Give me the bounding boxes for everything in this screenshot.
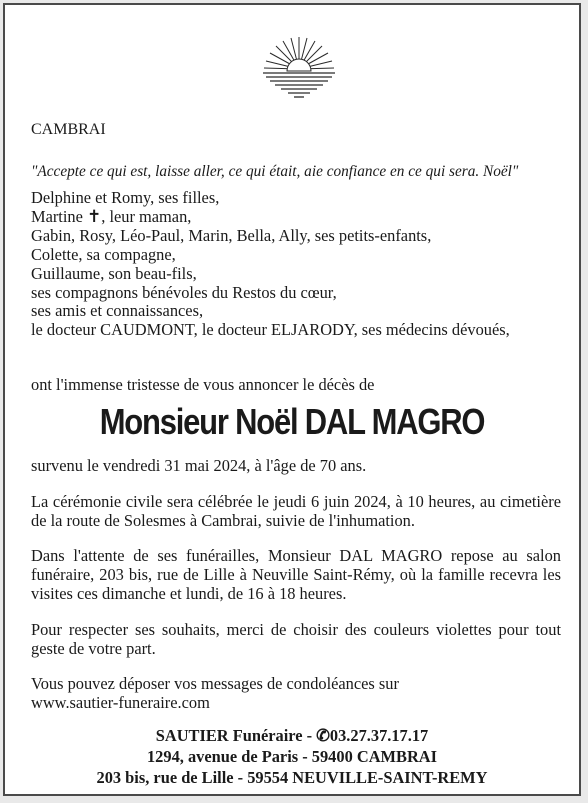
wishes-paragraph: Pour respecter ses souhaits, merci de choisir des couleurs violettes pour tout geste de votre part.	[31, 620, 561, 658]
family-list	[31, 189, 561, 340]
family-line: Delphine et Romy, ses filles,	[31, 188, 220, 207]
condolences-paragraph	[31, 675, 561, 713]
footer-line-address2: 203 bis, rue de Lille - 59554 NEUVILLE-SAINT-REMY	[96, 768, 488, 787]
obituary-card	[3, 3, 581, 796]
family-line: ses compagnons bénévoles du Restos du cœur,	[31, 282, 337, 302]
cross-icon: ✝	[87, 206, 102, 227]
website-link[interactable]: www.sautier-funeraire.com	[31, 692, 210, 712]
family-line: Gabin, Rosy, Léo-Paul, Marin, Bella, Ally, ses petits-enfants,	[31, 225, 432, 245]
family-line: Colette, sa compagne,	[31, 244, 176, 264]
mother-relation: , leur maman,	[101, 206, 192, 226]
footer-line-phone: SAUTIER Funéraire - ✆03.27.37.17.17	[155, 726, 429, 745]
funeral-home-paragraph: Dans l'attente de ses funérailles, Monsieur DAL MAGRO repose au salon funéraire, 203 bis, rue de Lille à Neuville Saint-Rémy, où la famille recevra les visites ces dimanche et lundi, de 16 à 18 heures.	[31, 546, 561, 603]
sunset-icon	[257, 33, 341, 99]
family-line: Guillaume, son beau-fils,	[31, 263, 197, 283]
mother-name: Martine	[31, 206, 83, 226]
condolences-text: Vous pouvez déposer vos messages de condoléances sur	[31, 674, 399, 693]
family-line-mother	[31, 208, 561, 227]
family-line: ses amis et connaissances,	[31, 301, 204, 321]
family-line-doctors: le docteur CAUDMONT, le docteur ELJARODY, ses médecins dévoués,	[31, 320, 510, 340]
death-paragraph: survenu le vendredi 31 mai 2024, à l'âge de 70 ans.	[31, 456, 367, 475]
ceremony-paragraph: La cérémonie civile sera célébrée le jeudi 6 juin 2024, à 10 heures, au cimetière de la route de Solesmes à Cambrai, suivie de l'inhumation.	[31, 492, 561, 530]
quote: "Accepte ce qui est, laisse aller, ce qui était, aie confiance en ce qui sera. Noël"	[31, 163, 519, 180]
city-heading: CAMBRAI	[31, 121, 106, 138]
funeral-home-footer	[5, 725, 579, 788]
footer-line-address1: 1294, avenue de Paris - 59400 CAMBRAI	[146, 747, 437, 766]
announcement: ont l'immense tristesse de vous annoncer le décès de	[31, 375, 375, 394]
deceased-name: Monsieur Noël DAL MAGRO	[99, 401, 485, 442]
